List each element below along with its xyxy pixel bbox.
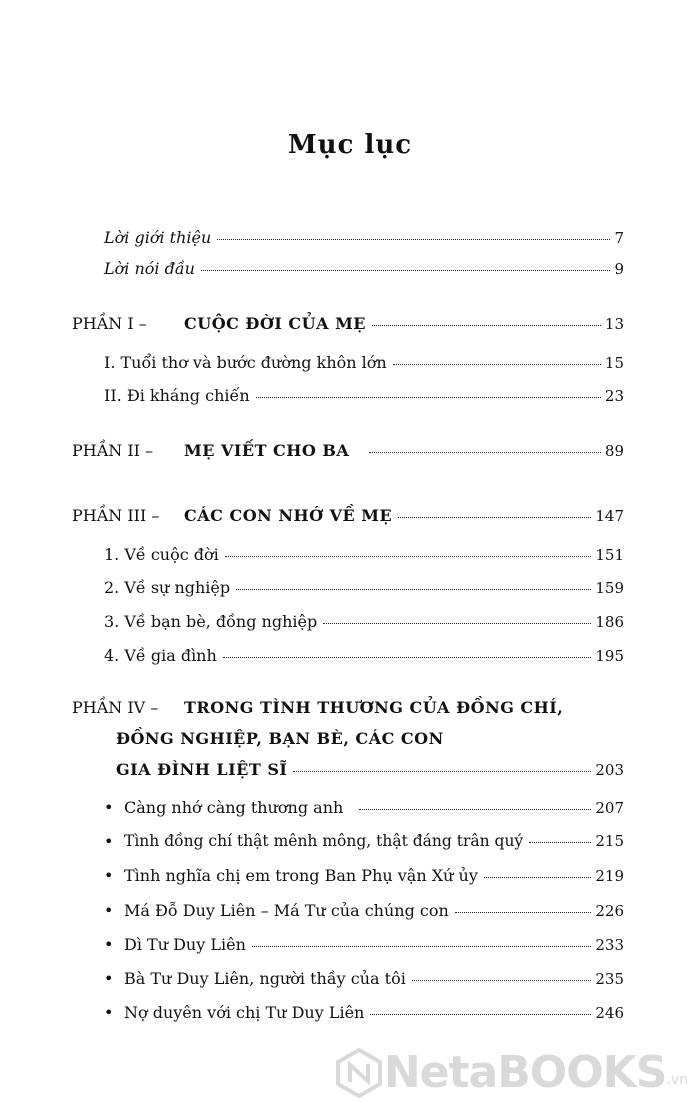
dot-leader <box>225 556 592 557</box>
dot-leader <box>359 809 591 810</box>
toc-entry[interactable] <box>124 1003 624 1022</box>
toc-entry-label: Nợ duyên với chị Tư Duy Liên <box>124 1003 365 1022</box>
toc-part-2[interactable] <box>72 441 624 460</box>
toc-page-number: 203 <box>595 761 624 779</box>
toc-entry-label: Tình đồng chí thật mênh mông, thật đáng trân quý <box>124 832 524 850</box>
toc-entry[interactable] <box>124 832 624 850</box>
dot-leader <box>217 239 610 240</box>
bullet: • <box>104 832 114 851</box>
bullet: • <box>104 866 114 885</box>
toc-entry[interactable] <box>124 969 624 988</box>
toc-page-number: 15 <box>604 354 624 372</box>
toc-entry[interactable] <box>104 578 624 597</box>
toc-part-3[interactable] <box>72 506 624 525</box>
toc-entry-label: Lời giới thiệu <box>104 228 212 247</box>
toc-part-4-line1[interactable] <box>72 698 563 717</box>
watermark-brand: NetaBOOKS <box>383 1047 667 1098</box>
toc-page-number: 9 <box>614 260 624 278</box>
toc-page-number: 159 <box>595 579 624 597</box>
toc-page-number: 235 <box>595 970 624 988</box>
part-name: GIA ĐÌNH LIỆT SĨ <box>116 760 288 779</box>
toc-entry[interactable] <box>124 798 624 817</box>
dot-leader <box>252 946 591 947</box>
toc-page-number: 207 <box>595 799 624 817</box>
toc-entry[interactable] <box>104 646 624 665</box>
toc-page-number: 186 <box>595 613 624 631</box>
toc-entry-label: Tình nghĩa chị em trong Ban Phụ vận Xứ ủy <box>124 866 478 885</box>
dot-leader <box>323 623 591 624</box>
toc-page-number: 89 <box>604 442 624 460</box>
dot-leader <box>393 364 601 365</box>
dot-leader <box>369 452 601 453</box>
toc-entry[interactable] <box>124 866 624 885</box>
toc-page-number: 23 <box>604 387 624 405</box>
toc-entry-label: Má Đỗ Duy Liên – Má Tư của chúng con <box>124 901 449 920</box>
toc-part-1[interactable] <box>72 314 624 333</box>
bullet: • <box>104 798 114 817</box>
bullet: • <box>104 969 114 988</box>
part-name: MẸ VIẾT CHO BA <box>184 441 350 460</box>
toc-page-number: 215 <box>595 832 624 850</box>
toc-entry-label: II. Đi kháng chiến <box>104 386 250 405</box>
dot-leader <box>398 517 591 518</box>
part-prefix: PHẦN IV – <box>72 698 159 717</box>
dot-leader <box>484 877 592 878</box>
bullet: • <box>104 1003 114 1022</box>
toc-entry-label: 4. Về gia đình <box>104 646 217 665</box>
toc-page-number: 7 <box>614 229 624 247</box>
toc-entry-label: Dì Tư Duy Liên <box>124 935 246 954</box>
toc-page-number: 219 <box>595 867 624 885</box>
toc-entry-label: 2. Về sự nghiệp <box>104 578 231 597</box>
toc-entry-label: 1. Về cuộc đời <box>104 545 219 564</box>
toc-page-number: 151 <box>595 546 624 564</box>
toc-entry-label: Càng nhớ càng thương anh <box>124 798 344 817</box>
toc-entry[interactable] <box>104 353 624 372</box>
toc-entry[interactable] <box>124 935 624 954</box>
toc-page-number: 147 <box>595 507 624 525</box>
toc-entry-intro[interactable] <box>104 228 624 247</box>
toc-page-number: 226 <box>595 902 624 920</box>
toc-part-4-line3[interactable] <box>116 760 624 779</box>
part-name: CUỘC ĐỜI CỦA MẸ <box>184 314 366 333</box>
dot-leader <box>256 397 601 398</box>
watermark-tld: .vn <box>666 1072 688 1088</box>
toc-part-4-line2: ĐỒNG NGHIỆP, BẠN BÈ, CÁC CON <box>116 729 444 748</box>
toc-page-number: 195 <box>595 647 624 665</box>
part-name: TRONG TÌNH THƯƠNG CỦA ĐỒNG CHÍ, <box>184 698 564 717</box>
dot-leader <box>236 589 591 590</box>
toc-entry[interactable] <box>104 386 624 405</box>
dot-leader <box>372 325 601 326</box>
toc-page-number: 246 <box>595 1004 624 1022</box>
part-prefix: PHẦN III – <box>72 506 160 525</box>
toc-entry-label: I. Tuổi thơ và bước đường khôn lớn <box>104 353 387 372</box>
part-prefix: PHẦN I – <box>72 314 147 333</box>
dot-leader <box>412 980 592 981</box>
toc-entry-preface[interactable] <box>104 259 624 278</box>
watermark <box>334 1047 688 1098</box>
toc-entry[interactable] <box>124 901 624 920</box>
netabooks-logo-icon <box>334 1048 384 1098</box>
toc-entry[interactable] <box>104 545 624 564</box>
part-name: CÁC CON NHỚ VỀ MẸ <box>184 506 393 525</box>
toc-entry[interactable] <box>104 612 624 631</box>
bullet: • <box>104 901 114 920</box>
dot-leader <box>529 842 591 843</box>
dot-leader <box>370 1014 591 1015</box>
toc-page-number: 13 <box>604 315 624 333</box>
toc-entry-label: 3. Về bạn bè, đồng nghiệp <box>104 612 318 631</box>
part-prefix: PHẦN II – <box>72 441 154 460</box>
page-title: Mục lục <box>287 130 413 160</box>
bullet: • <box>104 935 114 954</box>
dot-leader <box>223 657 592 658</box>
dot-leader <box>455 912 592 913</box>
toc-page-number: 233 <box>595 936 624 954</box>
dot-leader <box>201 270 611 271</box>
toc-entry-label: Bà Tư Duy Liên, người thầy của tôi <box>124 969 406 988</box>
toc-entry-label: Lời nói đầu <box>104 259 195 278</box>
dot-leader <box>293 771 591 772</box>
